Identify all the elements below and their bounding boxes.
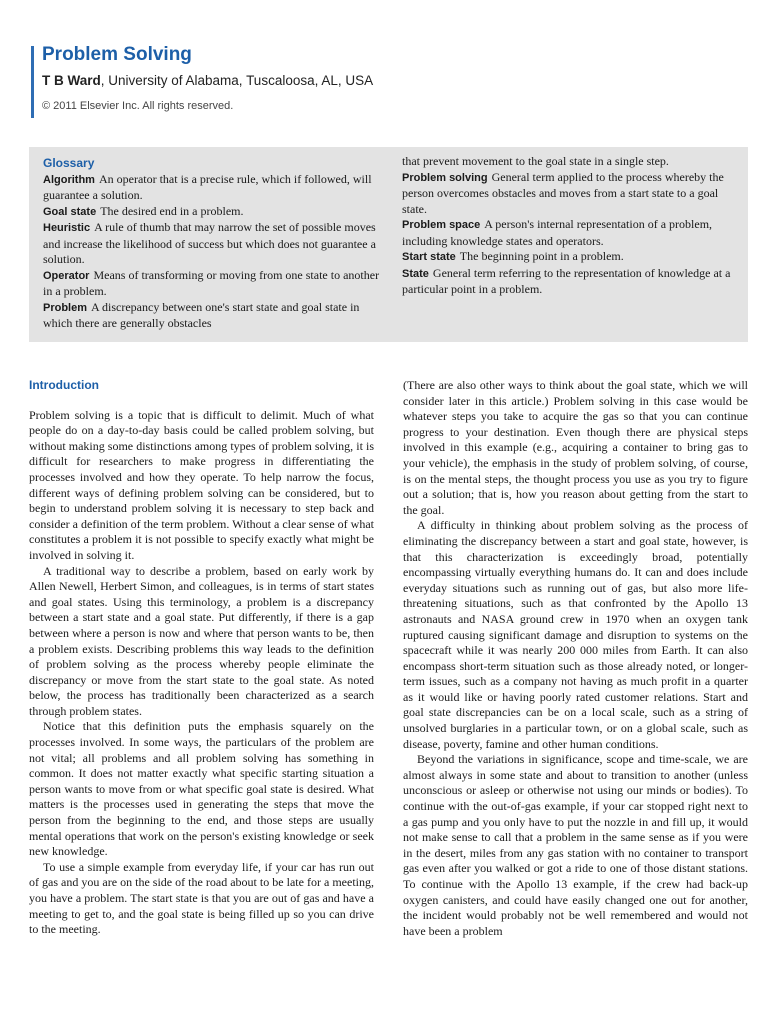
glossary-definition: An operator that is a precise rule, which if followed, will guarantee a solution. — [43, 171, 372, 202]
author-name: T B Ward — [42, 73, 101, 88]
author-line — [42, 73, 373, 88]
glossary-entry — [43, 172, 383, 204]
body-paragraph: To use a simple example from everyday life, if your car has run out of gas and you are on the side of the road about to be late for a meeting, you have a problem. The start state is that you are out of gas and have a meeting to get to, and the goal state is being filled up so you can drive to the meeting. — [29, 859, 374, 937]
glossary-entry — [43, 268, 383, 300]
glossary-entry — [43, 300, 383, 332]
body-paragraph: A traditional way to describe a problem, based on early work by Allen Newell, Herbert Simon, and colleagues, is in terms of start states and goal states. Using this terminology, a problem is a discrepancy between a start state and a goal state. Put differently, if there is a gap between where a person is now and where that person wants to be, then a problem exists. Describing problems this way leads to the definition of problem solving as the process whereby people eliminate the discrepancy or move from the start state to the goal state. As noted below, the process has traditionally been characterized as a search through problem states. — [29, 563, 374, 718]
glossary-term: Goal state — [43, 205, 97, 218]
glossary-definition: A discrepancy between one's start state and goal state in which there are generally obstacles — [43, 299, 360, 330]
body-paragraph: Notice that this definition puts the emphasis squarely on the processes involved. In some ways, the particulars of the problem are not vital; all problems and all problem solving has something in common. It does not matter exactly what specific starting situation a person wants to move from or what specific goal state is desired. What matters is the processes used in generating the steps that move the person from the beginning to the end, and those steps are usually mental operations that work on the person's existing knowledge or seek new knowledge. — [29, 719, 374, 859]
glossary-definition: The beginning point in a problem. — [459, 249, 624, 263]
body-paragraph: (There are also other ways to think about the goal state, which we will consider later in this article.) Problem solving in this case would be whatever steps you take to acquire the gas so that you can continue progress to your destination. Even though there are physical steps involved in this example (e.g., acquiring a container to bring gas to your vehicle), the emphasis in the study of problem solving, of course, is on the mental steps, the thought process you use as you try to figure out a solution; that is, how you reason about getting from the start to the goal. — [403, 378, 748, 517]
glossary-definition: The desired end in a problem. — [100, 203, 244, 218]
glossary-definition: A rule of thumb that may narrow the set of possible moves and increase the likelihood of success but which does not guarantee a solution. — [43, 220, 376, 266]
section-heading-introduction: Introduction — [29, 378, 99, 392]
glossary-entry — [43, 204, 383, 221]
glossary-left-column — [43, 156, 383, 332]
glossary-definition: A person's internal representation of a problem, including knowledge states and operators. — [402, 217, 713, 248]
glossary-continuation: that prevent movement to the goal state in a single step. — [402, 154, 669, 168]
body-paragraph: Beyond the variations in significance, scope and time-scale, we are almost always in some state and about to transition to another (unless unconscious or asleep or otherwise not using our minds or bodies). To continue with the out-of-gas example, if your car stopped right next to a gas pump and you only have to put the nozzle in and fill up, it would not make sense to call that a problem in the same sense as if you were in the desert, miles from any gas station with no container to transport gas even after you walked or got a ride to one of those distant stations. To continue with the Apollo 13 example, if the crew had back-up oxygen canisters, and could have easily changed one out for another, the incident would probably not be well remembered and would not have been a problem — [403, 752, 748, 938]
body-paragraph: A difficulty in thinking about problem solving as the process of eliminating the discrepancy between a start and goal state, however, is that this characterization is exceedingly broad, potentially encompassing virtually everything humans do. It can and does include everyday situations such as running out of gas, but also more life-threatening situations, such as that confronted by the Apollo 13 astronauts and NASA ground crew in 1970 when an oxygen tank ruptured causing significant damage and disruption to systems on the spacecraft while it was nearly 200 000 miles from Earth. It can also encompass short-term situation such as those already noted, or longer-term issues, such as a company not having as much profit in a quarter as it would like or having poorly rated customer relations. Start and goal state discrepancies can be on a local scale, such as a string of unsolved burglaries in a particular town, or on a global scale, such as disease, poverty, famine and other human conditions. — [403, 518, 748, 751]
glossary-entry — [43, 220, 383, 268]
glossary-heading: Glossary — [43, 156, 95, 170]
glossary-term: Problem — [43, 301, 88, 314]
glossary-entry — [402, 217, 742, 249]
glossary-term: State — [402, 267, 429, 280]
glossary-term: Problem space — [402, 219, 481, 231]
copyright-notice: © 2011 Elsevier Inc. All rights reserved. — [42, 100, 234, 112]
glossary-term: Algorithm — [43, 173, 95, 186]
glossary-definition: General term referring to the representation of knowledge at a particular point in a problem. — [402, 265, 731, 296]
title-accent-bar — [31, 46, 34, 118]
glossary-definition: Means of transforming or moving from one state to another in a problem. — [43, 267, 380, 298]
body-left-column — [29, 378, 374, 938]
author-affiliation: , University of Alabama, Tuscaloosa, AL, USA — [100, 73, 374, 88]
body-right-column — [403, 378, 748, 939]
body-paragraph: Problem solving is a topic that is difficult to delimit. Much of what people do on a day-to-day basis could be called problem solving, but without making some distinctions among types of problem solving, it is difficult for researchers to make progress in differentiating the processes involved and how they operate. To help narrow the focus, different ways of defining problem solving can be considered, but to begin to understand problem solving it is necessary to step back and consider a definition of the term problem. Without a clear sense of what constitutes a problem it is not possible to specify exactly what might be involved in solving it. — [29, 407, 374, 562]
glossary-term: Operator — [43, 269, 90, 282]
article-title: Problem Solving — [42, 44, 192, 65]
glossary-term: Start state — [402, 251, 456, 263]
glossary-entry — [402, 170, 742, 218]
glossary-term: Heuristic — [43, 222, 91, 234]
glossary-right-column — [402, 154, 742, 298]
glossary-term: Problem solving — [402, 171, 488, 184]
glossary-entry — [402, 266, 742, 298]
glossary-box — [29, 147, 748, 342]
glossary-entry — [402, 249, 742, 266]
glossary-definition: General term applied to the process whereby the person overcomes obstacles and moves from a start state to a goal state. — [402, 169, 724, 216]
